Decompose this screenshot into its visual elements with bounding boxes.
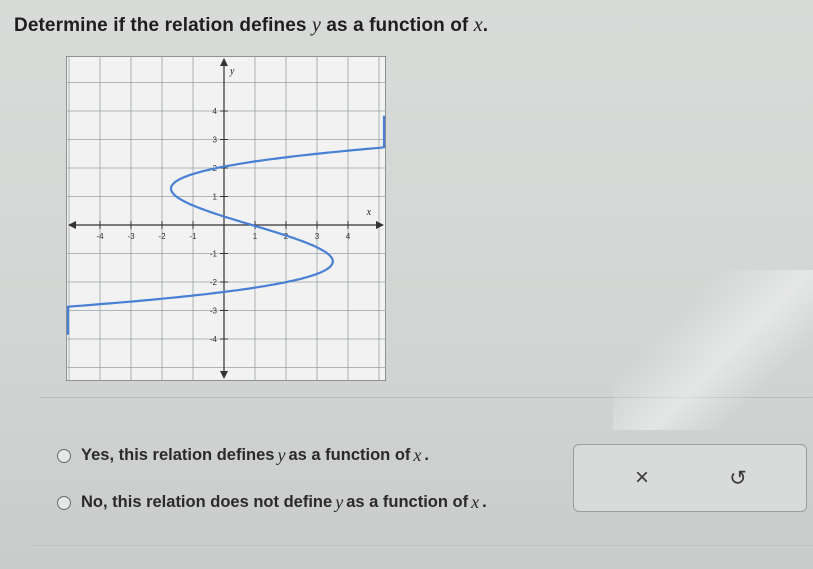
option-yes-y: y: [277, 445, 286, 465]
x-tick-label: 2: [283, 232, 289, 241]
answer-action-box: [573, 444, 807, 512]
relation-graph: [66, 56, 386, 381]
option-yes-pre: Yes, this relation defines: [81, 446, 275, 464]
answer-option-yes[interactable]: [57, 445, 429, 466]
x-tick-label: -4: [96, 232, 104, 241]
option-no-mid: as a function of: [346, 493, 469, 511]
option-no-pre: No, this relation does not define: [81, 493, 333, 511]
question-middle: as a function of: [326, 15, 469, 36]
answer-option-no[interactable]: [57, 492, 487, 513]
y-tick-label: 1: [212, 192, 217, 202]
x-tick-label: 1: [252, 232, 258, 241]
option-yes-post: .: [424, 446, 429, 464]
question-var-y: y: [311, 14, 321, 36]
x-tick-label: -3: [127, 232, 135, 241]
bottom-divider: [30, 545, 813, 546]
option-no-y: y: [335, 492, 344, 512]
y-tick-label: -2: [209, 278, 217, 287]
x-tick-label: -2: [158, 232, 166, 241]
section-divider: [40, 397, 813, 398]
x-axis-label: x: [366, 207, 372, 218]
x-tick-label: 4: [345, 232, 351, 241]
option-yes-mid: as a function of: [288, 446, 411, 464]
y-tick-label: -1: [209, 249, 217, 259]
clear-icon: ×: [634, 464, 649, 491]
graph-svg: [66, 56, 386, 381]
y-tick-label: 4: [212, 107, 217, 116]
radio-yes[interactable]: [57, 449, 71, 463]
y-axis-label: y: [230, 66, 235, 77]
x-tick-label: -1: [189, 232, 197, 241]
y-tick-label: 3: [212, 135, 217, 145]
undo-icon: ↺: [729, 466, 747, 490]
undo-button[interactable]: [720, 460, 756, 496]
option-no-post: .: [482, 493, 487, 511]
question-var-x: x: [473, 14, 483, 36]
option-no-x: x: [471, 492, 480, 512]
y-tick-label: 2: [212, 164, 217, 173]
option-yes-x: x: [413, 445, 422, 465]
question-prefix: Determine if the relation defines: [14, 15, 307, 36]
y-tick-label: -4: [209, 335, 217, 344]
screen-glare: [613, 270, 813, 430]
x-tick-label: 3: [314, 232, 320, 241]
graph-frame: [66, 56, 386, 381]
question-text: [14, 14, 488, 37]
y-tick-label: -3: [209, 306, 217, 316]
radio-no[interactable]: [57, 496, 71, 510]
clear-button[interactable]: [624, 460, 660, 496]
question-suffix: .: [482, 15, 489, 36]
